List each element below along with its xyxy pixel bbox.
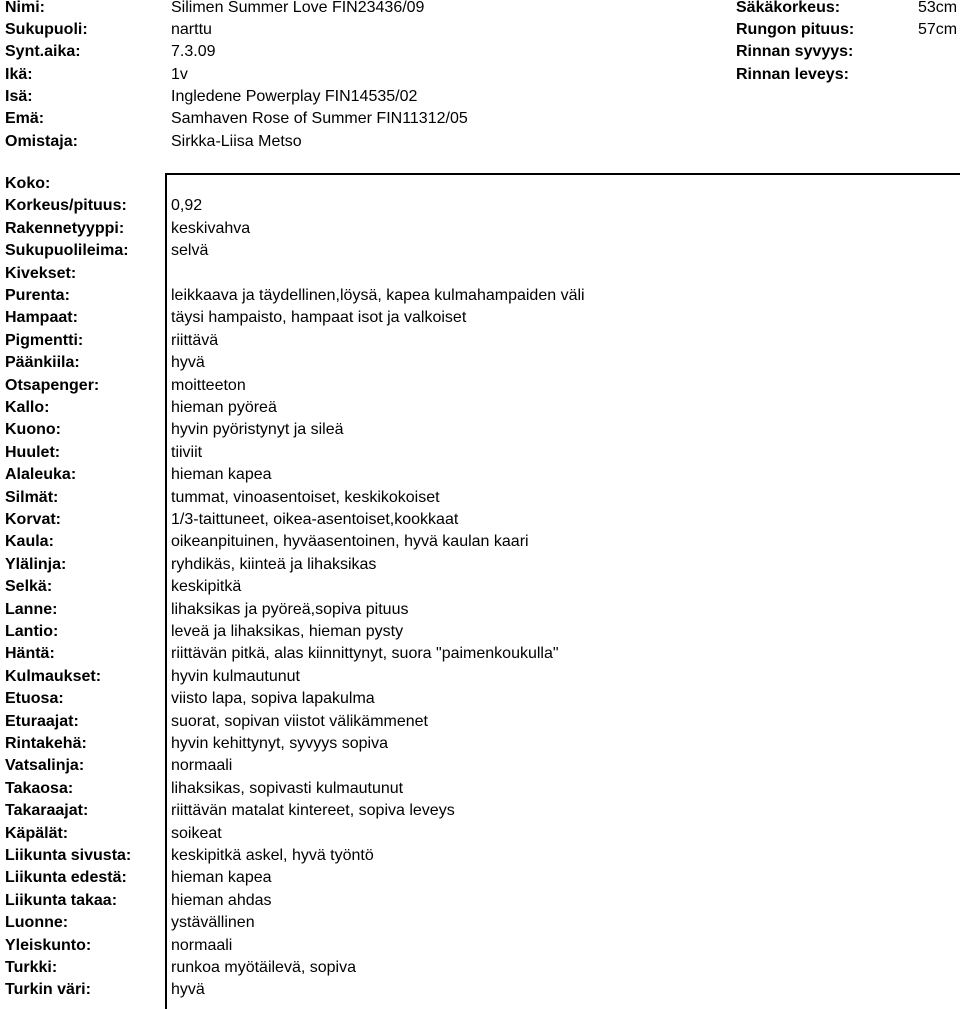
table-row	[0, 531, 960, 553]
row-value: hieman kapea	[171, 466, 272, 484]
row-value: tiiviit	[171, 443, 203, 461]
table-row	[0, 195, 960, 217]
row-label: Alaleuka:	[5, 466, 77, 484]
row-label: Takaraajat:	[5, 802, 89, 820]
row-label: Lantio:	[5, 623, 59, 640]
row-label: Vatsalinja:	[5, 757, 85, 775]
age-value: 1v	[171, 66, 188, 83]
table-row	[0, 800, 960, 822]
age-label: Ikä:	[5, 66, 33, 83]
table-row	[0, 464, 960, 486]
row-value: selvä	[171, 242, 209, 260]
row-value: soikeat	[171, 824, 222, 842]
row-value: keskipitkä	[171, 578, 242, 596]
table-row	[0, 688, 960, 710]
table-row	[0, 375, 960, 397]
body-length-label: Rungon pituus:	[736, 21, 855, 38]
row-label: Käpälät:	[5, 824, 69, 842]
table-row	[0, 599, 960, 621]
sex-value: narttu	[171, 21, 212, 38]
row-label: Korvat:	[5, 511, 62, 528]
row-value: lihaksikas ja pyöreä,sopiva pituus	[171, 600, 409, 618]
body-length-value: 57cm	[918, 21, 958, 38]
table-row	[0, 487, 960, 509]
row-label: Selkä:	[5, 578, 53, 596]
table-row	[0, 263, 960, 285]
chest-width-label: Rinnan leveys:	[736, 66, 849, 83]
row-value: leikkaava ja täydellinen,löysä, kapea kulmahampaiden väli	[171, 287, 585, 304]
row-value: ystävällinen	[171, 914, 255, 932]
table-row	[0, 173, 960, 195]
table-row	[0, 576, 960, 598]
table-row	[0, 755, 960, 777]
row-value: täysi hampaisto, hampaat isot ja valkoiset	[171, 309, 467, 327]
row-label: Sukupuolileima:	[5, 242, 129, 260]
row-label: Korkeus/pituus:	[5, 197, 127, 215]
table-row	[0, 957, 960, 979]
row-label: Turkin väri:	[5, 981, 91, 999]
table-row	[0, 352, 960, 374]
row-value: hyvä	[171, 981, 205, 999]
row-value: 0,92	[171, 197, 203, 215]
row-value: leveä ja lihaksikas, hieman pysty	[171, 623, 404, 640]
row-value: keskipitkä askel, hyvä työntö	[171, 847, 374, 864]
row-label: Turkki:	[5, 959, 58, 976]
table-row	[0, 240, 960, 262]
row-value: normaali	[171, 757, 233, 775]
row-value: runkoa myötäilevä, sopiva	[171, 959, 356, 976]
row-value: hieman pyöreä	[171, 399, 277, 416]
row-value: hyvin kehittynyt, syvyys sopiva	[171, 735, 388, 752]
sex-label: Sukupuoli:	[5, 21, 88, 38]
row-label: Kivekset:	[5, 264, 77, 282]
table-row	[0, 307, 960, 329]
row-value: 1/3-taittuneet, oikea-asentoiset,kookkaat	[171, 511, 459, 528]
table-row	[0, 733, 960, 755]
row-value: ryhdikäs, kiinteä ja lihaksikas	[171, 555, 377, 573]
row-value: hyvin kulmautunut	[171, 667, 300, 685]
row-value: hyvä	[171, 354, 205, 372]
owner-label: Omistaja:	[5, 133, 78, 150]
row-label: Kuono:	[5, 421, 61, 439]
row-label: Etuosa:	[5, 690, 64, 708]
table-row	[0, 643, 960, 665]
birthdate-label: Synt.aika:	[5, 43, 81, 60]
table-row	[0, 554, 960, 576]
table-row	[0, 419, 960, 441]
row-label: Liikunta takaa:	[5, 891, 118, 909]
row-value: suorat, sopivan viistot välikämmenet	[171, 712, 428, 730]
table-row	[0, 285, 960, 307]
table-row	[0, 845, 960, 867]
table-row	[0, 509, 960, 531]
row-value: oikeanpituinen, hyväasentoinen, hyvä kaulan kaari	[171, 533, 529, 551]
row-value: riittävä	[171, 331, 219, 349]
table-row	[0, 867, 960, 889]
row-label: Ylälinja:	[5, 555, 67, 573]
table-row	[0, 666, 960, 688]
table-row	[0, 621, 960, 643]
row-value: hieman ahdas	[171, 891, 272, 909]
row-label: Koko:	[5, 175, 51, 192]
row-label: Rintakehä:	[5, 735, 87, 752]
withers-height-label: Säkäkorkeus:	[736, 0, 841, 16]
sire-label: Isä:	[5, 88, 33, 105]
row-label: Huulet:	[5, 443, 61, 461]
row-value: hieman kapea	[171, 869, 272, 887]
row-value: hyvin pyöristynyt ja sileä	[171, 421, 344, 439]
row-label: Pigmentti:	[5, 331, 84, 349]
owner-value: Sirkka-Liisa Metso	[171, 133, 302, 150]
table-row	[0, 442, 960, 464]
table-row	[0, 890, 960, 912]
row-value: keskivahva	[171, 219, 251, 237]
row-label: Kulmaukset:	[5, 667, 102, 685]
row-value: lihaksikas, sopivasti kulmautunut	[171, 779, 404, 797]
row-label: Liikunta edestä:	[5, 869, 127, 887]
table-row	[0, 823, 960, 845]
row-label: Rakennetyyppi:	[5, 219, 125, 237]
row-label: Kallo:	[5, 399, 50, 416]
table-row	[0, 935, 960, 957]
row-label: Lanne:	[5, 600, 58, 618]
table-row	[0, 979, 960, 1001]
row-value: riittävän matalat kintereet, sopiva leveys	[171, 802, 455, 820]
table-row	[0, 397, 960, 419]
withers-height-value: 53cm	[918, 0, 958, 16]
row-label: Takaosa:	[5, 779, 74, 797]
table-row	[0, 218, 960, 240]
row-label: Luonne:	[5, 914, 69, 932]
birthdate-value: 7.3.09	[171, 43, 216, 60]
table-row	[0, 778, 960, 800]
row-label: Häntä:	[5, 645, 55, 663]
chest-depth-label: Rinnan syvyys:	[736, 43, 854, 60]
row-label: Eturaajat:	[5, 712, 79, 730]
row-label: Silmät:	[5, 488, 59, 506]
row-value: normaali	[171, 936, 233, 954]
name-value: Silimen Summer Love FIN23436/09	[171, 0, 425, 16]
row-label: Hampaat:	[5, 309, 78, 327]
row-label: Kaula:	[5, 533, 54, 551]
row-label: Yleiskunto:	[5, 936, 92, 954]
row-label: Päänkiila:	[5, 354, 80, 372]
row-label: Liikunta sivusta:	[5, 847, 132, 864]
sire-value: Ingledene Powerplay FIN14535/02	[171, 88, 418, 105]
dam-label: Emä:	[5, 110, 45, 127]
row-value: tummat, vinoasentoiset, keskikokoiset	[171, 488, 440, 506]
row-value: riittävän pitkä, alas kiinnittynyt, suora "paimenkoukulla"	[171, 645, 559, 663]
dam-value: Samhaven Rose of Summer FIN11312/05	[171, 110, 468, 127]
name-label: Nimi:	[5, 0, 45, 16]
table-row	[0, 912, 960, 934]
table-row	[0, 711, 960, 733]
table-row	[0, 330, 960, 352]
row-value: viisto lapa, sopiva lapakulma	[171, 690, 375, 708]
row-label: Otsapenger:	[5, 376, 100, 394]
row-value: moitteeton	[171, 376, 246, 394]
row-label: Purenta:	[5, 287, 70, 304]
